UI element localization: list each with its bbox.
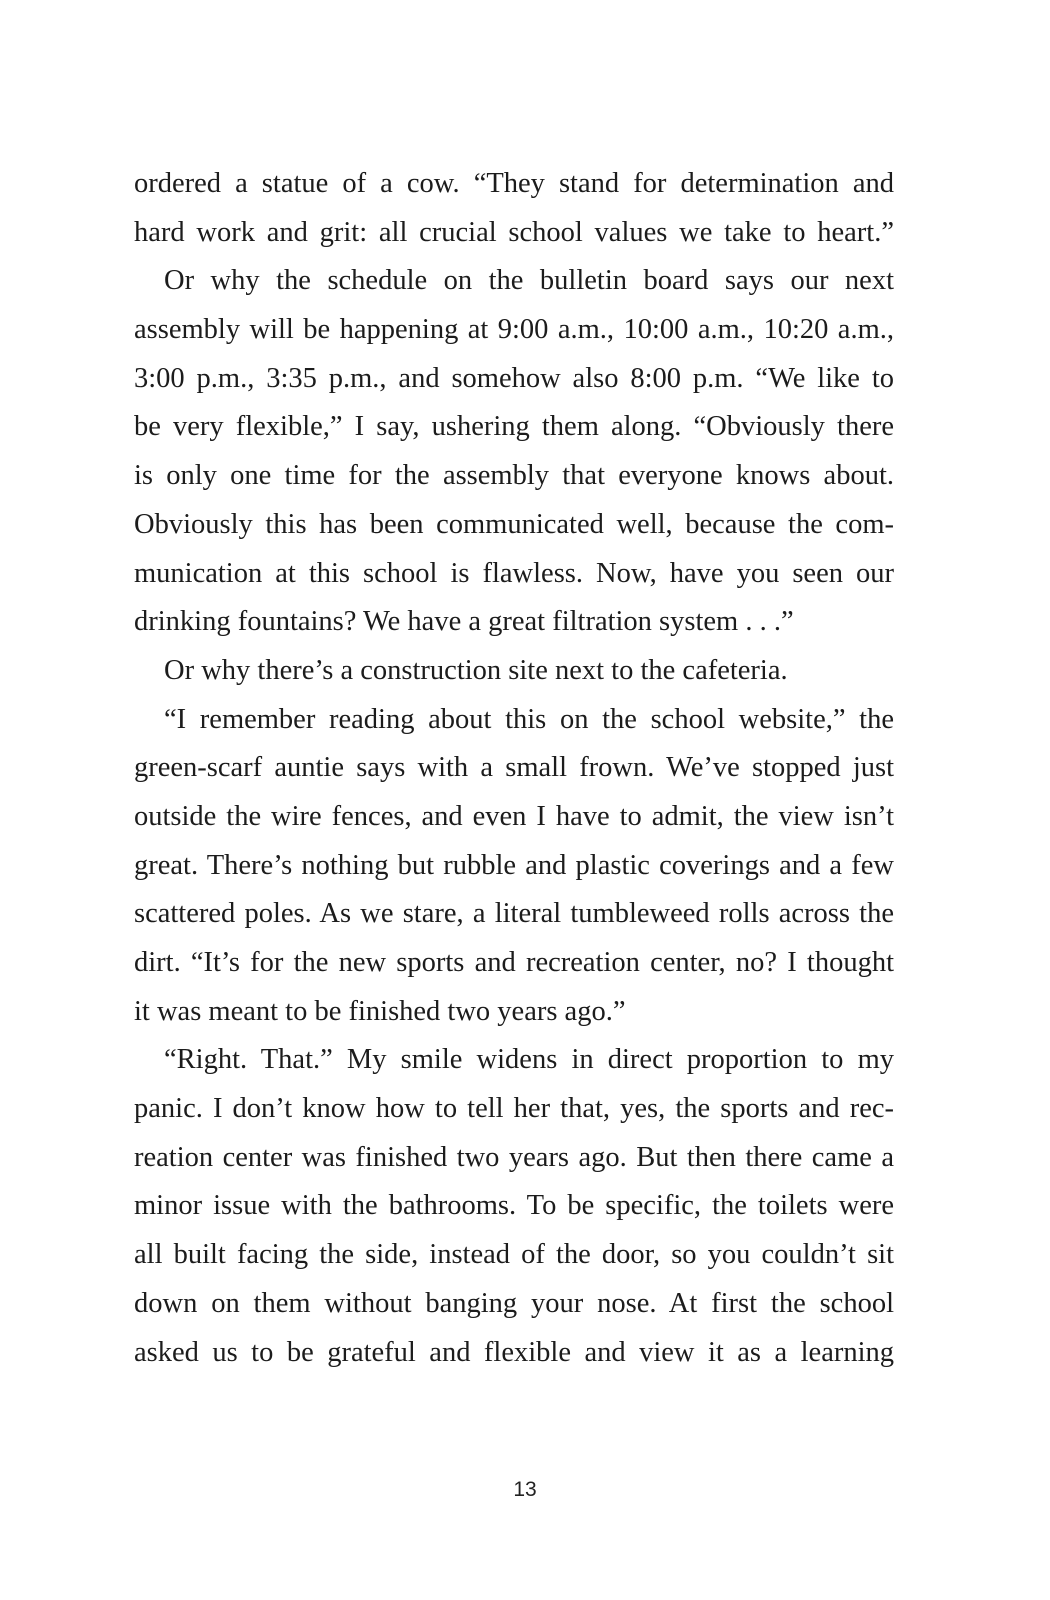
body-text <box>134 160 894 1377</box>
text-line: minor issue with the bathrooms. To be specific, the toilets were <box>134 1190 894 1222</box>
text-line: hard work and grit: all crucial school values we take to heart.” <box>134 216 894 248</box>
text-line: reation center was finished two years ago. But then there came a <box>134 1141 894 1173</box>
text-line: all built facing the side, instead of the door, so you couldn’t sit <box>134 1239 894 1271</box>
paragraph-last-line: it was meant to be finished two years ago.” <box>134 995 626 1027</box>
paragraph-last-line: drinking fountains? We have a great filtration system . . .” <box>134 606 794 638</box>
text-line: asked us to be grateful and flexible and view it as a learning <box>134 1336 894 1368</box>
text-line: munication at this school is flawless. Now, have you seen our <box>134 557 894 589</box>
text-line: is only one time for the assembly that everyone knows about. <box>134 460 894 492</box>
text-line: panic. I don’t know how to tell her that, yes, the sports and rec- <box>134 1093 894 1125</box>
paragraph-single-line: Or why there’s a construction site next to the cafeteria. <box>164 654 788 686</box>
text-line: green-scarf auntie says with a small frown. We’ve stopped just <box>134 752 894 784</box>
text-line: scattered poles. As we stare, a literal tumbleweed rolls across the <box>134 898 894 930</box>
text-line: be very flexible,” I say, ushering them along. “Obviously there <box>134 411 894 443</box>
text-line: great. There’s nothing but rubble and plastic coverings and a few <box>134 849 894 881</box>
text-line: Obviously this has been communicated well, because the com- <box>134 508 894 540</box>
text-line: 3:00 p.m., 3:35 p.m., and somehow also 8:00 p.m. “We like to <box>134 362 894 394</box>
text-line: outside the wire fences, and even I have to admit, the view isn’t <box>134 800 894 832</box>
paragraph-first-line: Or why the schedule on the bulletin board says our next <box>164 265 894 297</box>
text-line: dirt. “It’s for the new sports and recreation center, no? I thought <box>134 947 894 978</box>
text-line: ordered a statue of a cow. “They stand for determination and <box>134 168 894 199</box>
paragraph-first-line: “I remember reading about this on the school website,” the <box>164 703 894 735</box>
text-line: assembly will be happening at 9:00 a.m., 10:00 a.m., 10:20 a.m., <box>134 314 894 346</box>
page-number: 13 <box>513 1478 537 1501</box>
text-line: down on them without banging your nose. At first the school <box>134 1287 894 1319</box>
paragraph-first-line: “Right. That.” My smile widens in direct proportion to my <box>164 1044 894 1076</box>
